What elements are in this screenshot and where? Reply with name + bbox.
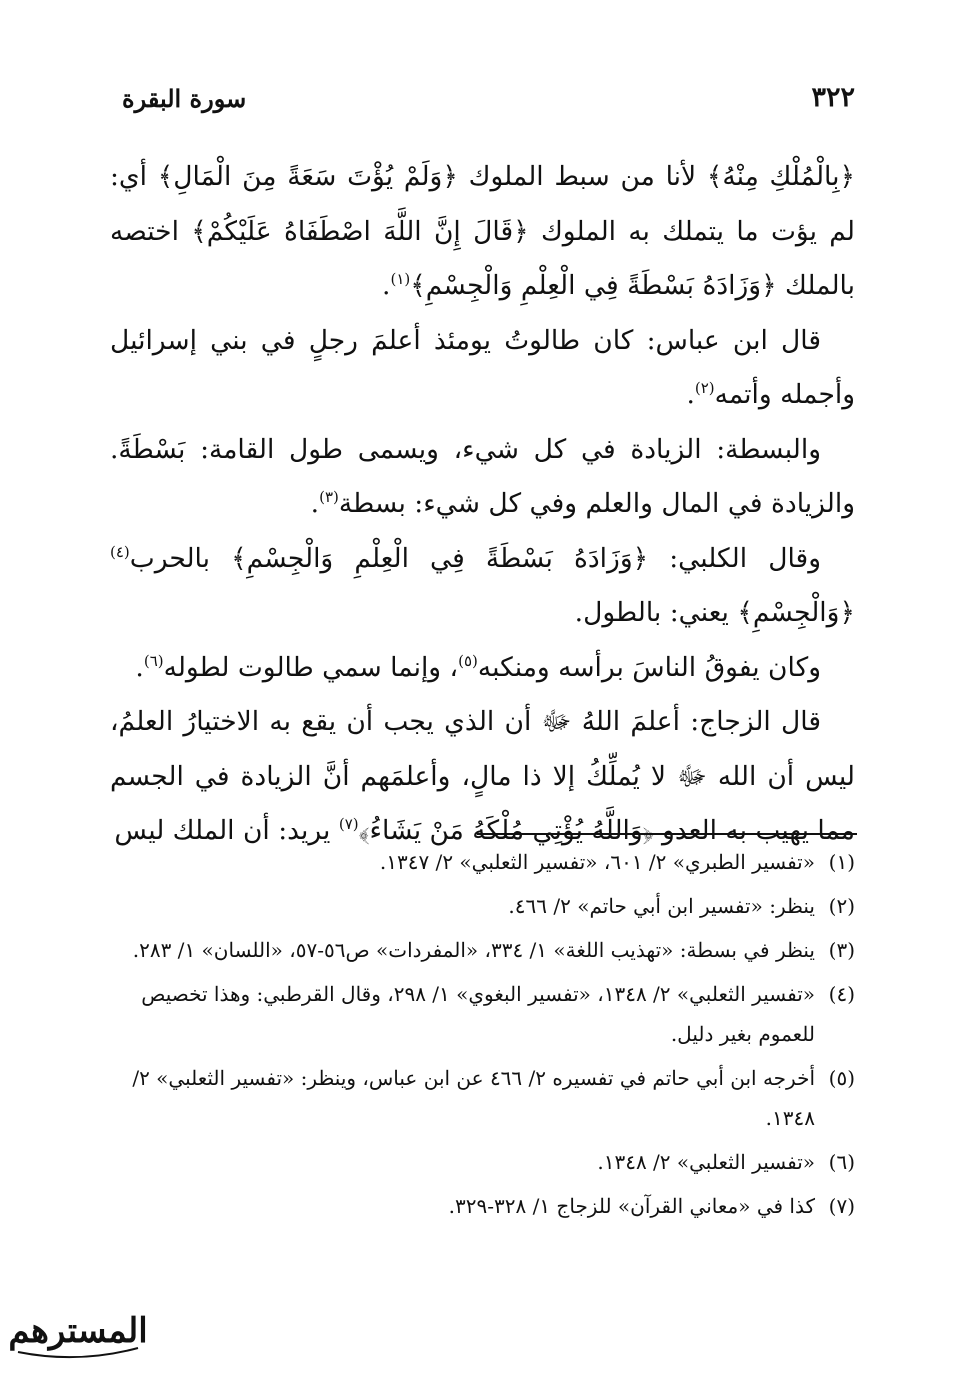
footnotes <box>110 842 855 1230</box>
text: قال ابن عباس: كان طالوتُ يومئذ أعلمَ رجلٍ في بني إسرائيل وأجمله وأتمه <box>110 324 855 410</box>
main-text <box>110 150 855 859</box>
text: يريد: أن الملك ليس <box>114 815 339 846</box>
footnote-ref[interactable]: (٢) <box>694 379 715 398</box>
calligraphy-logo-icon <box>8 1290 148 1370</box>
footnote-number: (١) <box>828 850 855 874</box>
text: ، وإنما سمي طالوت لطوله <box>163 651 459 683</box>
footnote-text: ينظر: «تفسير ابن أبي حاتم» ٢/ ٤٦٦. <box>508 894 815 918</box>
footnote <box>110 886 855 926</box>
footnote-text: «تفسير الثعلبي» ٢/ ١٣٤٨. <box>597 1150 815 1174</box>
text: . <box>382 270 391 301</box>
footnote <box>110 1058 855 1138</box>
footnote <box>110 930 855 970</box>
publisher-logo <box>8 1290 148 1370</box>
text: . <box>135 651 144 683</box>
logo-text: المسترهم <box>8 1311 148 1351</box>
footnote-ref[interactable]: (١) <box>390 270 411 289</box>
paragraph-4 <box>110 532 855 641</box>
footnote-ref[interactable]: (٧) <box>338 815 359 834</box>
running-title: سورة البقرة <box>122 84 247 113</box>
footnote-number: (٤) <box>828 982 855 1006</box>
text: وقال الكلبي: ﴿وَزَادَهُ بَسْطَةً فِي الْعِلْمِ وَالْجِسْمِ﴾ بالحرب <box>129 542 821 574</box>
text: . <box>686 379 695 410</box>
footnote-separator <box>477 833 857 835</box>
paragraph-3 <box>110 423 855 532</box>
footnote-ref[interactable]: (٤) <box>110 542 130 561</box>
page-header <box>110 78 865 118</box>
footnote-text: «تفسير الطبري» ٢/ ٦٠١، «تفسير الثعلبي» ٢/ ١٣٤٧. <box>379 850 815 874</box>
paragraph-5 <box>110 641 855 696</box>
footnote-text: «تفسير الثعلبي» ٢/ ١٣٤٨، «تفسير البغوي» ١/ ٢٩٨، وقال القرطبي: وهذا تخصيص للعموم بغير دليل. <box>141 982 815 1046</box>
footnote <box>110 842 855 882</box>
footnote-text: ينظر في بسطة: «تهذيب اللغة» ١/ ٣٣٤، «المفردات» ص٥٦-٥٧، «اللسان» ١/ ٢٨٣. <box>132 938 815 962</box>
text: والبسطة: الزيادة في كل شيء، ويسمى طول القامة: بَسْطَةً. والزيادة في المال والعلم وفي كل شيء: بسطة <box>110 433 855 519</box>
footnote-text: أخرجه ابن أبي حاتم في تفسيره ٢/ ٤٦٦ عن ابن عباس، وينظر: «تفسير الثعلبي» ٢/ ١٣٤٨. <box>132 1066 815 1130</box>
text: . <box>310 488 320 519</box>
paragraph-2 <box>110 314 855 423</box>
paragraph-1 <box>110 150 855 314</box>
footnote <box>110 1142 855 1182</box>
footnote <box>110 1186 855 1226</box>
footnote <box>110 974 855 1054</box>
footnote-number: (٥) <box>828 1066 855 1090</box>
text: ﴿بِالْمُلْكِ مِنْهُ﴾ لأنا من سبط الملوك ﴿وَلَمْ يُؤْتَ سَعَةً مِنَ الْمَالِ﴾ أي: لم يؤت ما يتملك به الملوك ﴿قَالَ إِنَّ اللَّهَ اصْطَفَاهُ عَلَيْكُمْ﴾ اختصه بالملك ﴿وَزَادَهُ بَسْطَةً فِي الْعِلْمِ وَالْجِسْمِ﴾ <box>110 161 855 301</box>
text: وكان يفوقُ الناسَ برأسه ومنكبه <box>477 651 821 683</box>
footnote-ref[interactable]: (٦) <box>143 651 164 670</box>
page-number: ٣٢٢ <box>811 82 855 113</box>
text: ﴿وَالْجِسْمِ﴾ يعني: بالطول. <box>574 597 855 628</box>
footnote-number: (٦) <box>828 1150 855 1174</box>
text: قال الزجاج: أعلمَ اللهُ ﷻ أن الذي يجب أن يقع به الاختيارُ العلمُ، ليس أن الله ﷻ لا يُملِّكُ إلا ذا مالٍ، وأعلمَهم أنَّ الزيادة في الجسم مما يهيب به العدو ﴿وَاللَّهُ يُؤْتِي مُلْكَهُ مَنْ يَشَاءُ﴾ <box>110 706 855 846</box>
footnote-number: (٧) <box>828 1194 855 1218</box>
footnote-ref[interactable]: (٣) <box>319 488 339 507</box>
footnote-number: (٣) <box>828 938 855 962</box>
footnote-ref[interactable]: (٥) <box>458 651 478 670</box>
footnote-text: كذا في «معاني القرآن» للزجاج ١/ ٣٢٨-٣٢٩. <box>448 1194 815 1218</box>
footnote-number: (٢) <box>828 894 855 918</box>
